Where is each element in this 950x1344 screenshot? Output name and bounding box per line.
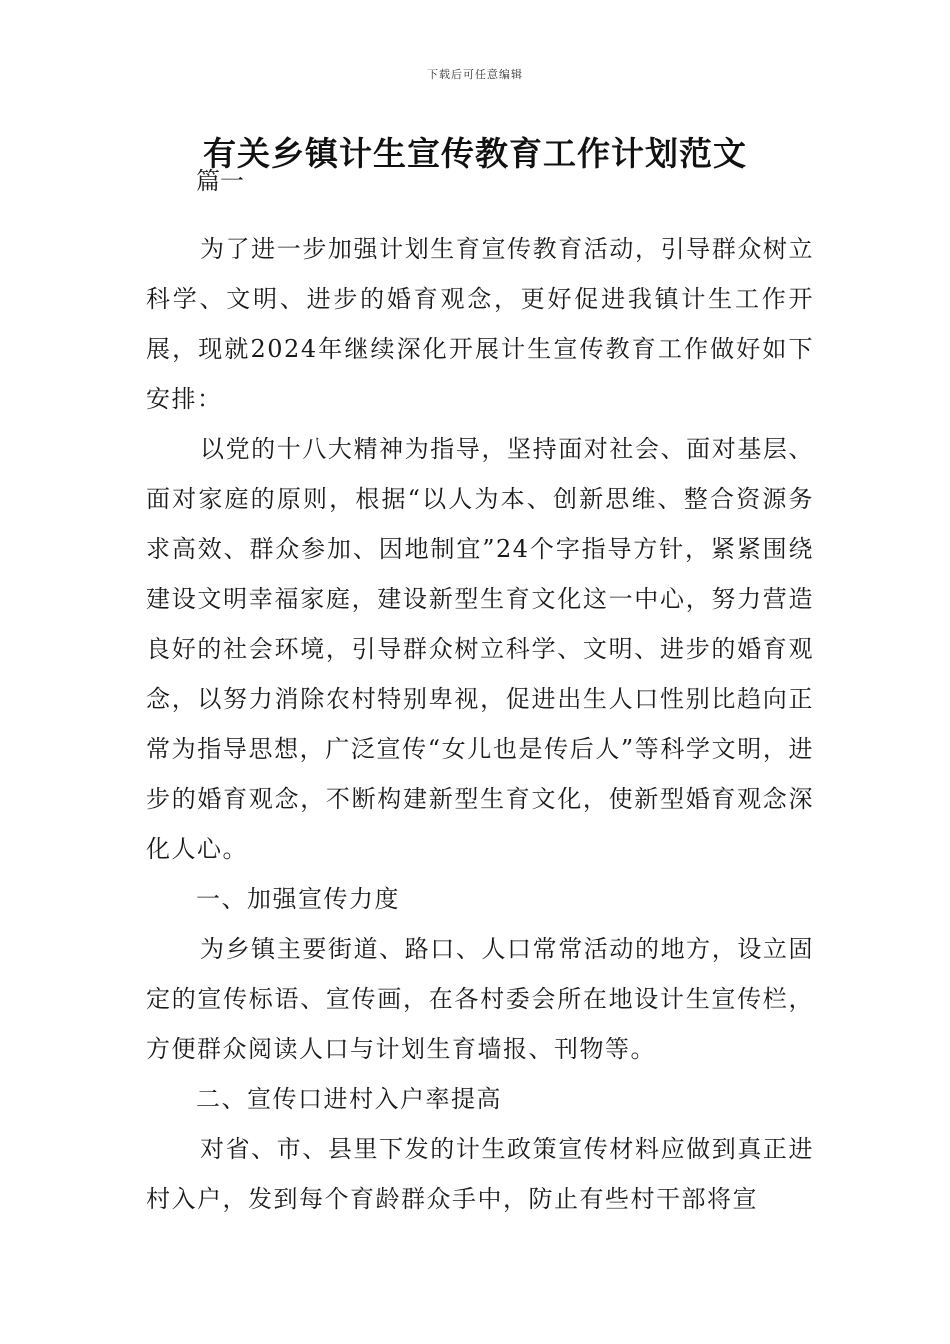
paragraph-publicity-measures: 为乡镇主要街道、路口、人口常常活动的地方，设立固定的宣传标语、宣传画，在各村委会所在地设计生宣传栏，方便群众阅读人口与计划生育墙报、刊物等。	[146, 935, 814, 1063]
document-title: 有关乡镇计生宣传教育工作计划范文	[203, 134, 747, 173]
paragraph-village-coverage: 对省、市、县里下发的计生政策宣传材料应做到真正进村入户，发到每个育龄群众手中，防止有些村干部将宣	[146, 1135, 814, 1213]
paragraph-intro: 为了进一步加强计划生育宣传教育活动，引导群众树立科学、文明、进步的婚育观念，更好促进我镇计生工作开展，现就2024年继续深化开展计生宣传教育工作做好如下安排：	[146, 235, 814, 413]
header-note: 下载后可任意编辑	[427, 68, 523, 81]
heading-strengthen-publicity: 一、加强宣传力度	[196, 885, 400, 913]
document-body	[146, 224, 814, 1224]
paragraph-guiding-thought: 以党的十八大精神为指导，坚持面对社会、面对基层、面对家庭的原则，根据“以人为本、创新思维、整合资源务求高效、群众参加、因地制宜”24个字指导方针，紧紧围绕建设文明幸福家庭，建设新型生育文化这一中心，努力营造良好的社会环境，引导群众树立科学、文明、进步的婚育观念，以努力消除农村特别卑视，促进出生人口性别比趋向正常为指导思想，广泛宣传“女儿也是传后人”等科学文明，进步的婚育观念，不断构建新型生育文化，使新型婚育观念深化人心。	[146, 435, 814, 863]
heading-village-coverage: 二、宣传口进村入户率提高	[196, 1085, 502, 1113]
section-label: 篇一	[196, 167, 244, 195]
